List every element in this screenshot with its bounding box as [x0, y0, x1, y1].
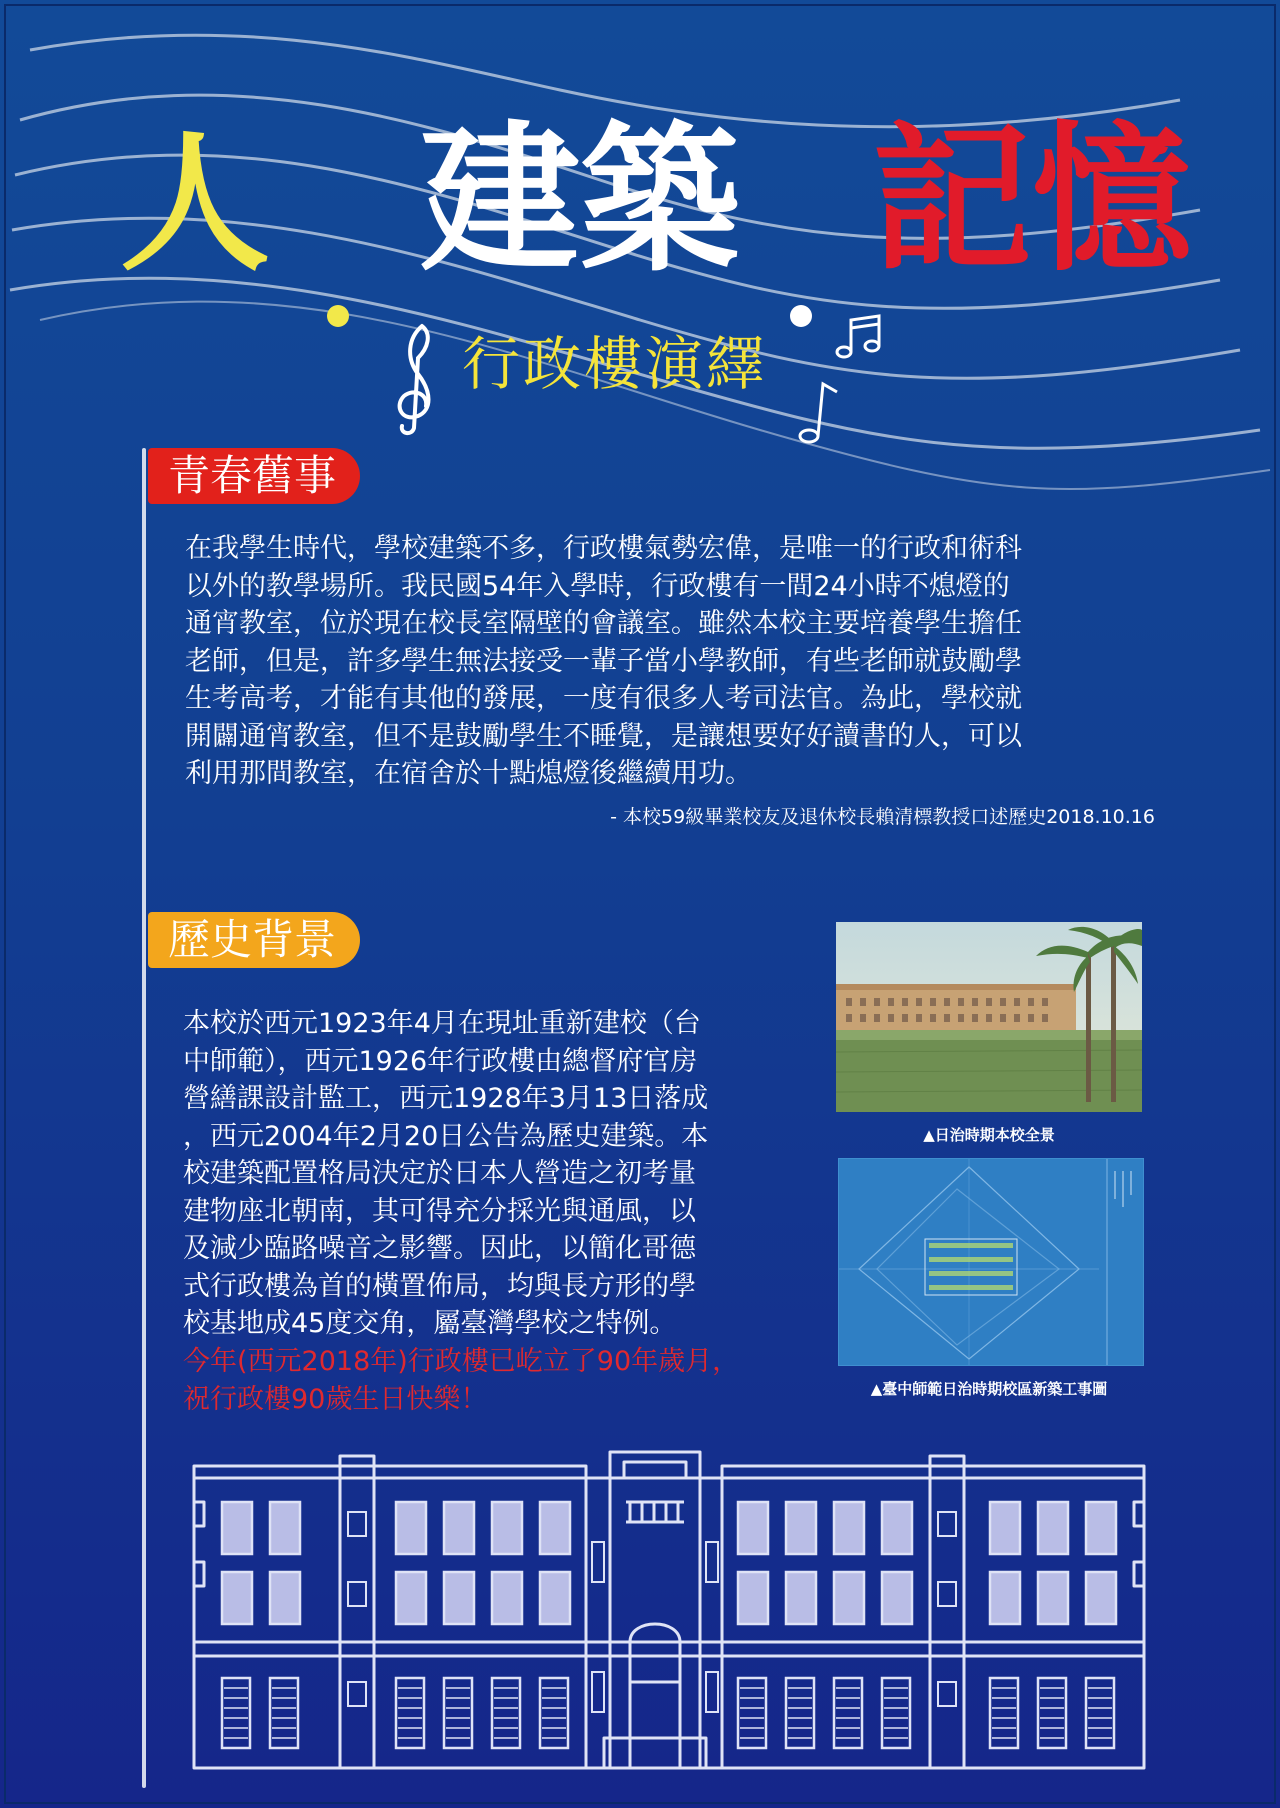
main-title: [0, 106, 1280, 300]
text-line: 式行政樓為首的橫置佈局，均與長方形的學: [183, 1270, 696, 1302]
anniversary-highlight: [183, 1343, 803, 1418]
text-line: 在我學生時代，學校建築不多，行政樓氣勢宏偉，是唯一的行政和術科: [185, 533, 1022, 564]
citation: - 本校59級畢業校友及退休校長賴清標教授口述歷史2018.10.16: [610, 806, 1155, 828]
title-separator-dot: [790, 305, 812, 327]
campus-blueprint-plan: [838, 1158, 1144, 1366]
youth-paragraph: [185, 530, 1160, 793]
text-line: 建物座北朝南，其可得充分採光與通風，以: [183, 1195, 696, 1227]
text-line: 以外的教學場所。我民國54年入學時，行政樓有一間24小時不熄燈的: [185, 570, 1010, 602]
music-note-icon: [832, 312, 892, 362]
text-line: 老師，但是，許多學生無法接受一輩子當小學教師，有些老師就鼓勵學: [185, 645, 1022, 677]
highlight-line: 今年(西元2018年)行政樓已屹立了90年歲月，: [183, 1346, 740, 1377]
section-heading-youth: 青春舊事: [148, 448, 360, 504]
section-heading-history: 歷史背景: [148, 912, 360, 968]
text-line: 中師範），西元1926年行政樓由總督府官房: [183, 1045, 698, 1077]
text-line: 本校於西元1923年4月在現址重新建校（台: [183, 1008, 701, 1039]
text-line: 生考高考，才能有其他的發展，一度有很多人考司法官。為此，學校就: [185, 683, 1022, 714]
text-line: 營繕課設計監工，西元1928年3月13日落成: [183, 1083, 709, 1114]
subtitle: 行政樓演繹: [462, 330, 768, 398]
text-line: 校基地成45度交角，屬臺灣學校之特例。: [183, 1308, 677, 1339]
highlight-line: 祝行政樓90歲生日快樂！: [183, 1383, 488, 1415]
timeline-line: [142, 448, 146, 1788]
text-line: 開闢通宵教室，但不是鼓勵學生不睡覺，是讓想要好好讀書的人，可以: [185, 720, 1022, 752]
title-part-jianzhu: 建築: [420, 106, 741, 293]
text-line: 及減少臨路噪音之影響。因此，以簡化哥德: [183, 1233, 696, 1264]
title-part-ren: 人: [120, 118, 271, 292]
title-part-jiyi: 記憶: [872, 106, 1193, 293]
text-line: 利用那間教室，在宿舍於十點熄燈後繼續用功。: [185, 758, 752, 789]
plan-caption: ▲臺中師範日治時期校區新築工事圖: [870, 1380, 1108, 1398]
administration-building-illustration: [190, 1442, 1150, 1782]
photo-caption: ▲日治時期本校全景: [923, 1126, 1055, 1144]
treble-clef-icon: [388, 318, 450, 438]
text-line: ，西元2004年2月20日公告為歷史建築。本: [183, 1120, 709, 1152]
history-paragraph: [183, 1005, 793, 1343]
music-note-icon: [795, 378, 845, 448]
historic-campus-photo: [836, 922, 1142, 1112]
title-separator-dot: [327, 305, 349, 327]
text-line: 校建築配置格局決定於日本人營造之初考量: [183, 1158, 696, 1189]
text-line: 通宵教室，位於現在校長室隔壁的會議室。雖然本校主要培養學生擔任: [185, 608, 1022, 639]
